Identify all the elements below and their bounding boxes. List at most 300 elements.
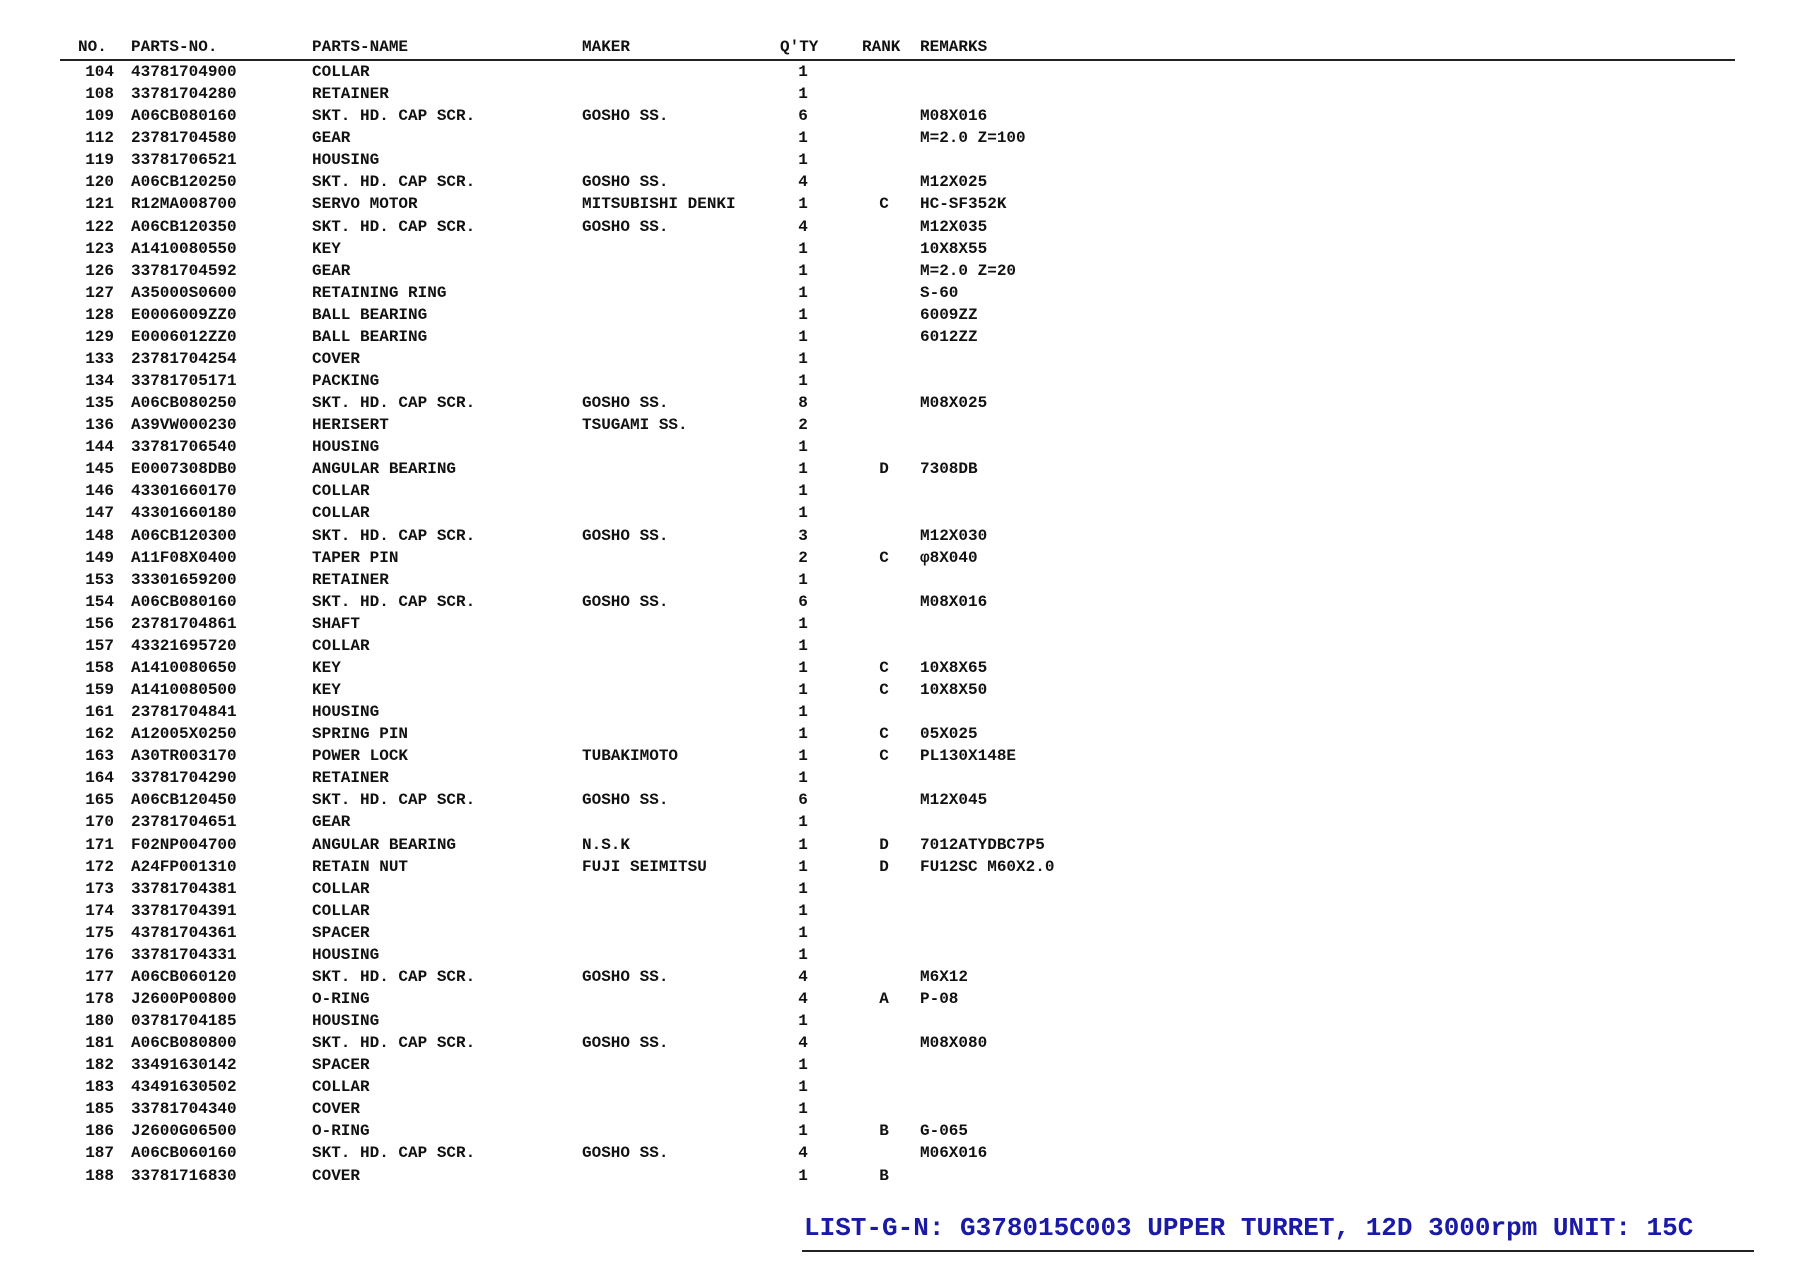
row-no: 181: [85, 1034, 114, 1053]
row-parts-name: SKT. HD. CAP SCR.: [312, 1144, 476, 1163]
row-parts-no: A06CB080160: [131, 107, 237, 126]
row-parts-name: HOUSING: [312, 438, 380, 457]
row-no: 162: [85, 725, 114, 744]
row-qty: 1: [798, 747, 808, 766]
row-parts-name: SKT. HD. CAP SCR.: [312, 592, 476, 611]
row-no: 121: [85, 195, 114, 214]
row-remarks: FU12SC M60X2.0: [920, 857, 1055, 876]
row-qty: 1: [798, 1166, 808, 1185]
row-parts-no: 33781704381: [131, 879, 237, 898]
row-no: 126: [85, 261, 114, 280]
row-parts-name: HOUSING: [312, 703, 380, 721]
row-parts-no: A12005X0250: [131, 725, 237, 744]
row-parts-name: SKT. HD. CAP SCR.: [312, 791, 476, 810]
row-qty: 6: [798, 592, 808, 611]
row-qty: 1: [798, 835, 808, 854]
row-rank: D: [879, 857, 889, 876]
table-row: [0, 260, 1800, 282]
row-parts-name: COLLAR: [312, 636, 370, 655]
row-parts-name: HERISERT: [312, 416, 389, 435]
table-row: [0, 613, 1800, 635]
row-qty: 1: [798, 239, 808, 258]
table-row: [0, 61, 1800, 83]
row-no: 153: [85, 570, 114, 589]
row-no: 164: [85, 769, 114, 788]
row-maker: GOSHO SS.: [582, 791, 669, 810]
table-row: [0, 723, 1800, 745]
row-parts-name: COVER: [312, 1100, 361, 1119]
row-parts-no: A06CB080250: [131, 394, 237, 413]
table-row: [0, 569, 1800, 591]
row-remarks: 7308DB: [920, 460, 978, 479]
table-header: [0, 36, 1800, 58]
row-remarks: M=2.0 Z=20: [920, 261, 1017, 280]
header-parts-no: PARTS-NO.: [131, 38, 218, 56]
row-remarks: M06X016: [920, 1144, 988, 1163]
row-parts-no: 43301660170: [131, 482, 237, 501]
row-no: 134: [85, 372, 114, 390]
row-qty: 1: [798, 63, 808, 81]
row-qty: 1: [798, 1122, 808, 1141]
table-row: [0, 1142, 1800, 1164]
row-remarks: 10X8X50: [920, 681, 988, 699]
row-parts-no: 33301659200: [131, 570, 237, 589]
row-parts-no: A06CB120450: [131, 791, 237, 810]
row-no: 174: [85, 901, 114, 920]
table-row: [0, 922, 1800, 944]
row-qty: 1: [798, 725, 808, 744]
row-parts-no: J2600G06500: [131, 1122, 237, 1141]
row-qty: 1: [798, 460, 808, 479]
row-remarks: φ8X040: [920, 548, 978, 567]
row-parts-name: POWER LOCK: [312, 747, 409, 766]
footer-divider: [802, 1250, 1754, 1252]
row-no: 175: [85, 923, 114, 942]
row-rank: D: [879, 460, 889, 479]
row-remarks: M12X045: [920, 791, 988, 810]
row-no: 112: [85, 129, 114, 148]
row-no: 136: [85, 416, 114, 435]
table-row: [0, 900, 1800, 922]
row-parts-name: SKT. HD. CAP SCR.: [312, 967, 476, 986]
row-parts-name: COLLAR: [312, 504, 370, 523]
row-parts-name: ANGULAR BEARING: [312, 460, 457, 479]
table-row: [0, 171, 1800, 193]
row-remarks: 10X8X55: [920, 239, 988, 258]
row-maker: GOSHO SS.: [582, 217, 669, 236]
header-no: NO.: [78, 38, 107, 56]
row-no: 144: [85, 438, 114, 457]
table-row: [0, 480, 1800, 502]
row-qty: 1: [798, 1056, 808, 1075]
row-parts-name: SHAFT: [312, 614, 361, 633]
table-row: [0, 1098, 1800, 1120]
row-remarks: G-065: [920, 1122, 969, 1141]
table-row: [0, 635, 1800, 657]
table-row: [0, 502, 1800, 524]
row-qty: 1: [798, 1100, 808, 1119]
header-maker: MAKER: [582, 38, 631, 56]
row-qty: 1: [798, 261, 808, 280]
table-row: [0, 348, 1800, 370]
row-qty: 1: [798, 1078, 808, 1097]
row-remarks: PL130X148E: [920, 747, 1017, 766]
row-parts-name: HOUSING: [312, 151, 380, 170]
row-parts-name: HOUSING: [312, 1012, 380, 1030]
row-remarks: P-08: [920, 989, 959, 1008]
table-row: [0, 127, 1800, 149]
row-parts-no: E0007308DB0: [131, 460, 237, 479]
row-no: 127: [85, 283, 114, 302]
row-parts-name: COLLAR: [312, 901, 370, 920]
row-maker: GOSHO SS.: [582, 592, 669, 611]
row-qty: 3: [798, 526, 808, 545]
row-qty: 6: [798, 791, 808, 810]
row-rank: C: [879, 725, 889, 744]
row-parts-no: A1410080650: [131, 658, 237, 677]
row-remarks: M=2.0 Z=100: [920, 129, 1026, 148]
row-rank: C: [879, 548, 889, 567]
row-parts-no: 33781704592: [131, 261, 237, 280]
row-parts-no: 33781704391: [131, 901, 237, 920]
row-parts-name: O-RING: [312, 989, 370, 1008]
row-parts-name: PACKING: [312, 372, 380, 390]
table-row: [0, 878, 1800, 900]
row-no: 135: [85, 394, 114, 413]
row-parts-no: 33781706521: [131, 151, 237, 170]
row-parts-name: COLLAR: [312, 1078, 370, 1097]
row-parts-no: A39VW000230: [131, 416, 237, 435]
row-remarks: HC-SF352K: [920, 195, 1007, 214]
row-no: 108: [85, 85, 114, 104]
row-rank: D: [879, 835, 889, 854]
row-no: 177: [85, 967, 114, 986]
table-row: [0, 414, 1800, 436]
row-qty: 1: [798, 1012, 808, 1030]
row-qty: 1: [798, 923, 808, 942]
row-qty: 1: [798, 879, 808, 898]
row-qty: 1: [798, 372, 808, 390]
row-qty: 1: [798, 482, 808, 501]
row-parts-no: 43301660180: [131, 504, 237, 523]
row-qty: 1: [798, 945, 808, 964]
row-qty: 1: [798, 636, 808, 655]
row-qty: 4: [798, 217, 808, 236]
table-row: [0, 944, 1800, 966]
row-parts-no: 33781716830: [131, 1166, 237, 1185]
row-parts-name: RETAINER: [312, 570, 389, 589]
row-parts-name: TAPER PIN: [312, 548, 399, 567]
row-maker: FUJI SEIMITSU: [582, 857, 707, 876]
row-parts-name: SPACER: [312, 923, 370, 942]
row-no: 147: [85, 504, 114, 523]
row-qty: 6: [798, 107, 808, 126]
table-row: [0, 657, 1800, 679]
row-no: 128: [85, 305, 114, 324]
row-parts-no: 23781704841: [131, 703, 237, 721]
row-no: 187: [85, 1144, 114, 1163]
row-no: 157: [85, 636, 114, 655]
table-row: [0, 1120, 1800, 1142]
row-no: 172: [85, 857, 114, 876]
row-parts-name: GEAR: [312, 813, 351, 832]
row-parts-name: KEY: [312, 658, 341, 677]
row-parts-no: 23781704254: [131, 349, 237, 368]
row-parts-name: SPRING PIN: [312, 725, 409, 744]
row-maker: GOSHO SS.: [582, 107, 669, 126]
row-parts-no: A35000S0600: [131, 283, 237, 302]
row-parts-name: KEY: [312, 681, 341, 699]
table-row: [0, 745, 1800, 767]
row-parts-no: 43491630502: [131, 1078, 237, 1097]
row-no: 158: [85, 658, 114, 677]
row-qty: 1: [798, 283, 808, 302]
row-parts-name: SKT. HD. CAP SCR.: [312, 217, 476, 236]
row-no: 180: [85, 1012, 114, 1030]
row-parts-name: RETAINER: [312, 85, 389, 104]
row-parts-no: 43781704900: [131, 63, 237, 81]
row-maker: MITSUBISHI DENKI: [582, 195, 736, 214]
table-row: [0, 105, 1800, 127]
row-qty: 4: [798, 1034, 808, 1053]
row-parts-name: SPACER: [312, 1056, 370, 1075]
row-no: 163: [85, 747, 114, 766]
row-qty: 1: [798, 813, 808, 832]
row-parts-no: A06CB120300: [131, 526, 237, 545]
row-no: 146: [85, 482, 114, 501]
row-parts-name: KEY: [312, 239, 341, 258]
table-row: [0, 966, 1800, 988]
row-remarks: 10X8X65: [920, 658, 988, 677]
row-no: 133: [85, 349, 114, 368]
row-qty: 4: [798, 989, 808, 1008]
row-qty: 2: [798, 548, 808, 567]
row-remarks: M08X016: [920, 592, 988, 611]
row-parts-no: 33781706540: [131, 438, 237, 457]
row-no: 186: [85, 1122, 114, 1141]
table-row: [0, 436, 1800, 458]
table-row: [0, 988, 1800, 1010]
row-no: 159: [85, 681, 114, 699]
table-row: [0, 83, 1800, 105]
row-parts-name: RETAINER: [312, 769, 389, 788]
row-no: 123: [85, 239, 114, 258]
list-title: LIST-G-N: G378015C003 UPPER TURRET, 12D 3000rpm UNIT: 15C: [804, 1213, 1694, 1243]
row-qty: 4: [798, 1144, 808, 1163]
table-row: [0, 238, 1800, 260]
row-qty: 4: [798, 967, 808, 986]
row-rank: B: [879, 1166, 889, 1185]
row-parts-no: 33781704331: [131, 945, 237, 964]
row-parts-no: 43781704361: [131, 923, 237, 942]
row-remarks: M12X025: [920, 173, 988, 192]
table-row: [0, 326, 1800, 348]
row-parts-no: A06CB080160: [131, 592, 237, 611]
row-no: 170: [85, 813, 114, 832]
row-remarks: 6012ZZ: [920, 327, 978, 346]
row-parts-name: BALL BEARING: [312, 327, 428, 346]
row-remarks: M6X12: [920, 967, 969, 986]
row-parts-no: A06CB120250: [131, 173, 237, 192]
row-parts-no: 33781705171: [131, 372, 237, 390]
row-parts-name: COVER: [312, 1166, 361, 1185]
row-remarks: 05X025: [920, 725, 978, 744]
row-no: 188: [85, 1166, 114, 1185]
row-qty: 1: [798, 438, 808, 457]
row-no: 120: [85, 173, 114, 192]
row-parts-name: COLLAR: [312, 482, 370, 501]
row-parts-no: A1410080550: [131, 239, 237, 258]
row-no: 171: [85, 835, 114, 854]
row-rank: C: [879, 747, 889, 766]
table-row: [0, 1032, 1800, 1054]
row-qty: 1: [798, 195, 808, 214]
row-qty: 1: [798, 151, 808, 170]
row-maker: GOSHO SS.: [582, 967, 669, 986]
table-row: [0, 679, 1800, 701]
row-parts-no: A1410080500: [131, 681, 237, 699]
row-qty: 1: [798, 857, 808, 876]
row-parts-no: A06CB080800: [131, 1034, 237, 1053]
row-no: 149: [85, 548, 114, 567]
row-parts-no: E0006012ZZ0: [131, 327, 237, 346]
row-parts-no: 33781704290: [131, 769, 237, 788]
table-row: [0, 811, 1800, 833]
row-no: 148: [85, 526, 114, 545]
row-maker: GOSHO SS.: [582, 173, 669, 192]
row-parts-no: A30TR003170: [131, 747, 237, 766]
row-maker: GOSHO SS.: [582, 394, 669, 413]
row-rank: C: [879, 195, 889, 214]
table-row: [0, 193, 1800, 215]
row-parts-name: RETAINING RING: [312, 283, 447, 302]
row-no: 104: [85, 63, 114, 81]
table-row: [0, 767, 1800, 789]
table-row: [0, 1054, 1800, 1076]
table-row: [0, 392, 1800, 414]
row-no: 183: [85, 1078, 114, 1097]
header-parts-name: PARTS-NAME: [312, 38, 409, 56]
row-rank: C: [879, 658, 889, 677]
row-remarks: M08X025: [920, 394, 988, 413]
table-row: [0, 591, 1800, 613]
row-rank: C: [879, 681, 889, 699]
row-no: 109: [85, 107, 114, 126]
row-parts-name: HOUSING: [312, 945, 380, 964]
row-parts-no: R12MA008700: [131, 195, 237, 214]
table-row: [0, 834, 1800, 856]
row-no: 176: [85, 945, 114, 964]
row-parts-no: 03781704185: [131, 1012, 237, 1030]
row-parts-no: J2600P00800: [131, 989, 237, 1008]
table-row: [0, 149, 1800, 171]
row-remarks: S-60: [920, 283, 959, 302]
row-qty: 1: [798, 901, 808, 920]
row-qty: 1: [798, 658, 808, 677]
row-parts-name: RETAIN NUT: [312, 857, 409, 876]
table-row: [0, 547, 1800, 569]
row-qty: 1: [798, 769, 808, 788]
row-qty: 1: [798, 570, 808, 589]
row-parts-name: SKT. HD. CAP SCR.: [312, 1034, 476, 1053]
row-no: 161: [85, 703, 114, 721]
row-parts-no: A11F08X0400: [131, 548, 237, 567]
table-row: [0, 1076, 1800, 1098]
row-parts-name: SKT. HD. CAP SCR.: [312, 173, 476, 192]
row-parts-name: COLLAR: [312, 63, 370, 81]
table-row: [0, 789, 1800, 811]
row-parts-no: 33491630142: [131, 1056, 237, 1075]
row-parts-name: GEAR: [312, 129, 351, 148]
row-qty: 1: [798, 349, 808, 368]
table-row: [0, 282, 1800, 304]
row-parts-name: SKT. HD. CAP SCR.: [312, 107, 476, 126]
row-qty: 1: [798, 305, 808, 324]
row-parts-no: A24FP001310: [131, 857, 237, 876]
row-no: 129: [85, 327, 114, 346]
row-parts-no: 43321695720: [131, 636, 237, 655]
row-maker: GOSHO SS.: [582, 1144, 669, 1163]
row-rank: B: [879, 1122, 889, 1141]
row-parts-name: SKT. HD. CAP SCR.: [312, 394, 476, 413]
row-remarks: M12X035: [920, 217, 988, 236]
row-parts-name: COLLAR: [312, 879, 370, 898]
table-row: [0, 701, 1800, 723]
row-parts-no: E0006009ZZ0: [131, 305, 237, 324]
row-parts-no: A06CB060160: [131, 1144, 237, 1163]
row-qty: 2: [798, 416, 808, 435]
row-parts-name: SKT. HD. CAP SCR.: [312, 526, 476, 545]
header-remarks: REMARKS: [920, 38, 988, 56]
row-parts-name: GEAR: [312, 261, 351, 280]
row-maker: N.S.K: [582, 835, 631, 854]
row-parts-name: O-RING: [312, 1122, 370, 1141]
table-row: [0, 1010, 1800, 1032]
row-qty: 1: [798, 681, 808, 699]
table-row: [0, 458, 1800, 480]
row-parts-no: F02NP004700: [131, 835, 237, 854]
table-row: [0, 525, 1800, 547]
row-maker: TSUGAMI SS.: [582, 416, 688, 435]
row-no: 119: [85, 151, 114, 170]
row-qty: 4: [798, 173, 808, 192]
row-no: 165: [85, 791, 114, 810]
row-remarks: M08X080: [920, 1034, 988, 1053]
row-no: 122: [85, 217, 114, 236]
row-parts-no: 23781704580: [131, 129, 237, 148]
row-qty: 1: [798, 703, 808, 721]
row-remarks: 7012ATYDBC7P5: [920, 835, 1045, 854]
table-row: [0, 1165, 1800, 1187]
row-remarks: 6009ZZ: [920, 305, 978, 324]
row-parts-name: SERVO MOTOR: [312, 195, 418, 214]
header-qty: Q'TY: [780, 38, 819, 56]
row-qty: 1: [798, 85, 808, 104]
table-row: [0, 304, 1800, 326]
row-qty: 8: [798, 394, 808, 413]
table-row: [0, 370, 1800, 392]
row-maker: TUBAKIMOTO: [582, 747, 679, 766]
row-parts-no: A06CB120350: [131, 217, 237, 236]
row-qty: 1: [798, 327, 808, 346]
row-qty: 1: [798, 504, 808, 523]
row-qty: 1: [798, 129, 808, 148]
row-maker: GOSHO SS.: [582, 1034, 669, 1053]
row-parts-no: 33781704280: [131, 85, 237, 104]
row-parts-no: 23781704651: [131, 813, 237, 832]
row-no: 145: [85, 460, 114, 479]
row-no: 154: [85, 592, 114, 611]
